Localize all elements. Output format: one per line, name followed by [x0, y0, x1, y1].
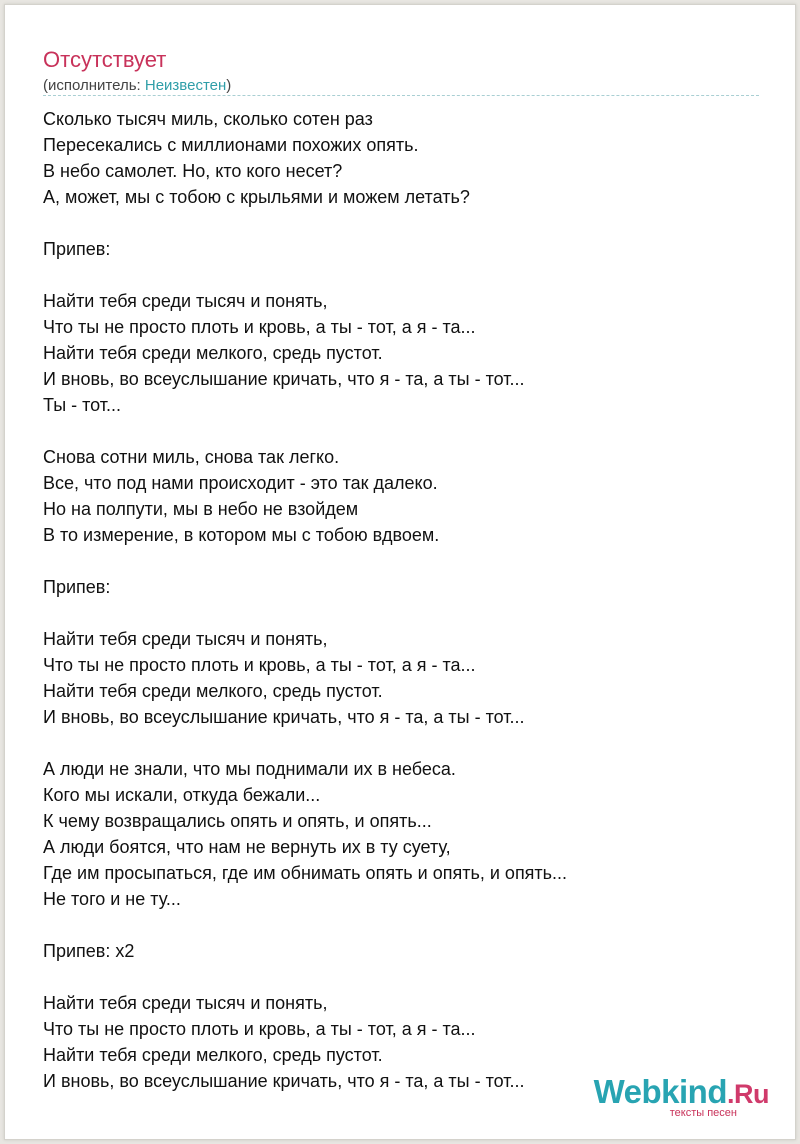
lyric-line: Снова сотни миль, снова так легко.: [43, 447, 340, 467]
lyric-line: Припев: x2: [43, 941, 135, 961]
lyric-line: Что ты не просто плоть и кровь, а ты - тот, а я - та...: [43, 1019, 476, 1039]
lyric-line: Где им просыпаться, где им обнимать опять и опять, и опять...: [43, 863, 568, 883]
lyric-line: Ты - тот...: [43, 395, 122, 415]
song-title: Отсутствует: [43, 47, 167, 72]
lyric-line: И вновь, во всеуслышание кричать, что я - та, а ты - тот...: [43, 1071, 525, 1091]
lyrics-body: [43, 106, 783, 1094]
lyric-line: Припев:: [43, 239, 111, 259]
lyrics-sheet: [4, 4, 796, 1140]
lyric-line: В то измерение, в котором мы с тобою вдвоем.: [43, 525, 440, 545]
lyric-line: Сколько тысяч миль, сколько сотен раз: [43, 109, 373, 129]
logo-name: Webkind: [593, 1073, 727, 1110]
lyric-line: Что ты не просто плоть и кровь, а ты - тот, а я - та...: [43, 317, 476, 337]
lyric-line: [43, 262, 783, 288]
lyric-line: Кого мы искали, откуда бежали...: [43, 785, 321, 805]
logo-tagline: тексты песен: [669, 1107, 737, 1119]
site-logo[interactable]: [594, 1075, 769, 1119]
lyric-line: К чему возвращались опять и опять, и опять...: [43, 811, 432, 831]
artist-line: [43, 76, 231, 96]
lyric-line: Найти тебя среди мелкого, средь пустот.: [43, 1045, 383, 1065]
lyric-line: [43, 210, 783, 236]
artist-prefix: (исполнитель:: [43, 77, 145, 94]
lyric-line: Все, что под нами происходит - это так далеко.: [43, 473, 438, 493]
lyric-line: Что ты не просто плоть и кровь, а ты - тот, а я - та...: [43, 655, 476, 675]
lyric-line: [43, 730, 783, 756]
artist-suffix: ): [226, 77, 232, 94]
artist-link[interactable]: Неизвестен: [144, 77, 227, 94]
lyric-line: Но на полпути, мы в небо не взойдем: [43, 499, 359, 519]
dashed-divider: [43, 95, 759, 96]
lyric-line: И вновь, во всеуслышание кричать, что я - та, а ты - тот...: [43, 707, 525, 727]
lyric-line: Найти тебя среди тысяч и понять,: [43, 993, 328, 1013]
lyric-line: А, может, мы с тобою с крыльями и можем летать?: [43, 187, 470, 207]
lyric-line: [43, 548, 783, 574]
lyric-line: Найти тебя среди тысяч и понять,: [43, 291, 328, 311]
lyric-line: [43, 600, 783, 626]
lyric-line: Найти тебя среди тысяч и понять,: [43, 629, 328, 649]
lyric-line: Пересекались с миллионами похожих опять.: [43, 135, 419, 155]
lyric-line: И вновь, во всеуслышание кричать, что я - та, а ты - тот...: [43, 369, 525, 389]
lyric-line: [43, 418, 783, 444]
lyric-line: Не того и не ту...: [43, 889, 181, 909]
lyric-line: А люди не знали, что мы поднимали их в небеса.: [43, 759, 456, 779]
lyric-line: [43, 912, 783, 938]
lyric-line: [43, 964, 783, 990]
logo-tld: .Ru: [727, 1079, 769, 1109]
lyric-line: Найти тебя среди мелкого, средь пустот.: [43, 681, 383, 701]
logo-wordmark: [594, 1075, 769, 1111]
lyric-line: Припев:: [43, 577, 111, 597]
lyric-line: Найти тебя среди мелкого, средь пустот.: [43, 343, 383, 363]
lyric-line: А люди боятся, что нам не вернуть их в ту суету,: [43, 837, 451, 857]
lyric-line: В небо самолет. Но, кто кого несет?: [43, 161, 343, 181]
